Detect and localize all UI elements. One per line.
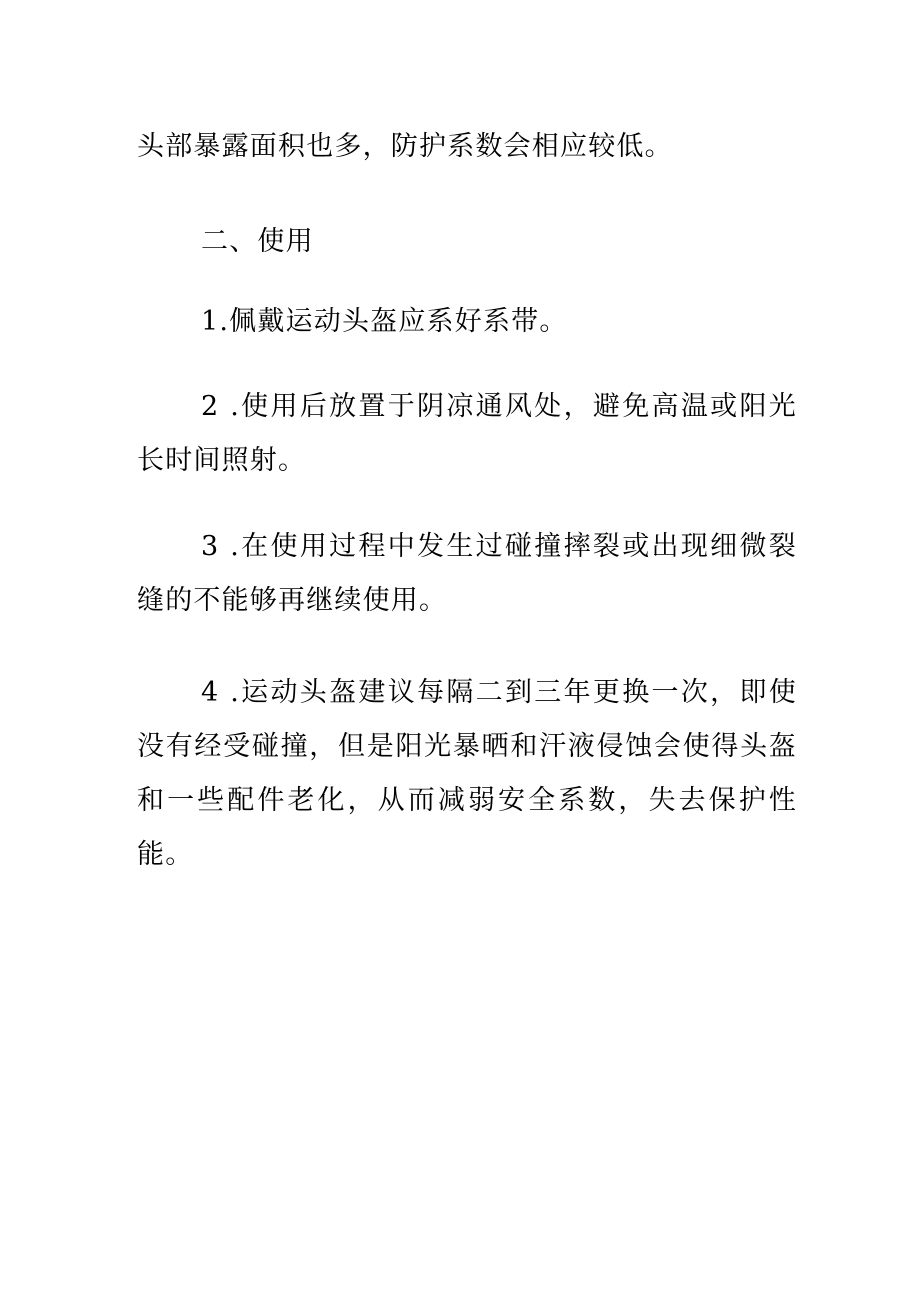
list-item-4: 4 .运动头盔建议每隔二到三年更换一次，即使没有经受碰撞，但是阳光暴晒和汗液侵蚀会使得头盔和一些配件老化，从而减弱安全系数，失去保护性能。 bbox=[137, 677, 797, 870]
list-item-2: 2 .使用后放置于阴凉通风处，避免高温或阳光长时间照射。 bbox=[137, 391, 797, 476]
list-item-1: 1.佩戴运动头盔应系好系带。 bbox=[201, 306, 568, 337]
section-heading-usage: 二、使用 bbox=[201, 226, 314, 257]
list-item-3: 3 .在使用过程中发生过碰撞摔裂或出现细微裂缝的不能够再继续使用。 bbox=[137, 531, 797, 616]
paragraph-continuation: 头部暴露面积也多，防护系数会相应较低。 bbox=[137, 131, 673, 162]
